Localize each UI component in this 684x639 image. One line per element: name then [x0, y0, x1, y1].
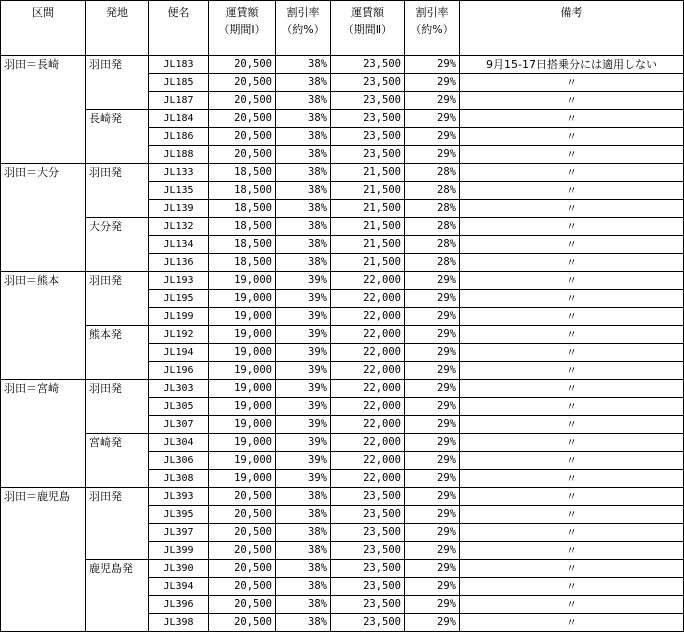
fare-period2-cell: 22,000 — [331, 470, 405, 488]
note-cell: 9月15-17日搭乗分には適用しない — [460, 56, 684, 74]
rate-period2-cell: 29% — [405, 146, 460, 164]
fare-period1-cell: 20,500 — [209, 74, 276, 92]
flight-cell: JL396 — [149, 596, 209, 614]
fare-period1-cell: 18,500 — [209, 200, 276, 218]
rate-period2-cell: 29% — [405, 128, 460, 146]
rate-period1-cell: 38% — [276, 488, 331, 506]
fare-period1-cell: 20,500 — [209, 542, 276, 560]
note-cell: 〃 — [460, 362, 684, 380]
rate-period2-cell: 29% — [405, 398, 460, 416]
rate-period1-cell: 38% — [276, 614, 331, 632]
rate-period2-cell: 29% — [405, 74, 460, 92]
note-cell: 〃 — [460, 380, 684, 398]
rate-period1-cell: 38% — [276, 146, 331, 164]
fare-table-body — [1, 56, 684, 632]
rate-period1-cell: 39% — [276, 452, 331, 470]
rate-period1-cell: 39% — [276, 380, 331, 398]
fare-period1-cell: 20,500 — [209, 524, 276, 542]
flight-cell: JL186 — [149, 128, 209, 146]
fare-period1-cell: 20,500 — [209, 146, 276, 164]
flight-cell: JL393 — [149, 488, 209, 506]
fare-period2-cell: 23,500 — [331, 146, 405, 164]
fare-period2-cell: 22,000 — [331, 272, 405, 290]
fare-period2-cell: 22,000 — [331, 398, 405, 416]
fare-period1-cell: 18,500 — [209, 164, 276, 182]
note-cell: 〃 — [460, 218, 684, 236]
header-section: 区間 — [1, 1, 86, 56]
fare-period2-cell: 21,500 — [331, 254, 405, 272]
rate-period2-cell: 29% — [405, 308, 460, 326]
fare-period1-cell: 19,000 — [209, 272, 276, 290]
fare-period1-cell: 20,500 — [209, 506, 276, 524]
rate-period2-cell: 29% — [405, 272, 460, 290]
flight-cell: JL135 — [149, 182, 209, 200]
note-cell: 〃 — [460, 200, 684, 218]
rate-period1-cell: 38% — [276, 164, 331, 182]
rate-period2-cell: 28% — [405, 254, 460, 272]
header-notes: 備考 — [460, 1, 684, 56]
table-row — [1, 560, 684, 578]
rate-period1-cell: 38% — [276, 128, 331, 146]
rate-period2-cell: 28% — [405, 164, 460, 182]
header-fare-period1: 運賃額 （期間Ⅰ） — [209, 1, 276, 56]
table-row — [1, 434, 684, 452]
fare-period1-cell: 20,500 — [209, 596, 276, 614]
flight-cell: JL394 — [149, 578, 209, 596]
section-cell: 羽田＝長崎 — [1, 56, 86, 164]
fare-period2-cell: 22,000 — [331, 308, 405, 326]
note-cell: 〃 — [460, 344, 684, 362]
flight-cell: JL304 — [149, 434, 209, 452]
note-cell: 〃 — [460, 398, 684, 416]
flight-cell: JL303 — [149, 380, 209, 398]
rate-period2-cell: 29% — [405, 416, 460, 434]
rate-period1-cell: 38% — [276, 596, 331, 614]
note-cell: 〃 — [460, 524, 684, 542]
fare-period2-cell: 21,500 — [331, 218, 405, 236]
origin-cell: 羽田発 — [86, 488, 149, 560]
flight-cell: JL187 — [149, 92, 209, 110]
rate-period2-cell: 29% — [405, 380, 460, 398]
note-cell: 〃 — [460, 542, 684, 560]
note-cell: 〃 — [460, 506, 684, 524]
fare-period2-cell: 23,500 — [331, 614, 405, 632]
header-origin: 発地 — [86, 1, 149, 56]
flight-cell: JL308 — [149, 470, 209, 488]
note-cell: 〃 — [460, 560, 684, 578]
flight-cell: JL306 — [149, 452, 209, 470]
rate-period2-cell: 29% — [405, 542, 460, 560]
rate-period2-cell: 28% — [405, 200, 460, 218]
fare-period1-cell: 20,500 — [209, 56, 276, 74]
rate-period1-cell: 38% — [276, 254, 331, 272]
section-cell: 羽田＝大分 — [1, 164, 86, 272]
origin-cell: 羽田発 — [86, 56, 149, 110]
section-cell: 羽田＝熊本 — [1, 272, 86, 380]
rate-period2-cell: 29% — [405, 596, 460, 614]
rate-period1-cell: 38% — [276, 560, 331, 578]
flight-cell: JL398 — [149, 614, 209, 632]
rate-period2-cell: 29% — [405, 614, 460, 632]
flight-cell: JL185 — [149, 74, 209, 92]
fare-period2-cell: 22,000 — [331, 326, 405, 344]
fare-period1-cell: 20,500 — [209, 614, 276, 632]
rate-period2-cell: 29% — [405, 326, 460, 344]
origin-cell: 熊本発 — [86, 326, 149, 380]
note-cell: 〃 — [460, 110, 684, 128]
rate-period1-cell: 38% — [276, 110, 331, 128]
rate-period2-cell: 29% — [405, 578, 460, 596]
fare-period2-cell: 23,500 — [331, 92, 405, 110]
table-row — [1, 164, 684, 182]
fare-period2-cell: 23,500 — [331, 578, 405, 596]
fare-period1-cell: 20,500 — [209, 560, 276, 578]
fare-period2-cell: 22,000 — [331, 452, 405, 470]
fare-period1-cell: 19,000 — [209, 416, 276, 434]
flight-cell: JL395 — [149, 506, 209, 524]
flight-cell: JL184 — [149, 110, 209, 128]
rate-period2-cell: 29% — [405, 488, 460, 506]
rate-period2-cell: 29% — [405, 56, 460, 74]
rate-period1-cell: 38% — [276, 578, 331, 596]
rate-period2-cell: 28% — [405, 218, 460, 236]
note-cell: 〃 — [460, 308, 684, 326]
flight-cell: JL199 — [149, 308, 209, 326]
fare-period2-cell: 23,500 — [331, 110, 405, 128]
table-row — [1, 110, 684, 128]
fare-period2-cell: 23,500 — [331, 542, 405, 560]
rate-period1-cell: 39% — [276, 434, 331, 452]
rate-period2-cell: 29% — [405, 434, 460, 452]
origin-cell: 宮崎発 — [86, 434, 149, 488]
fare-period2-cell: 23,500 — [331, 560, 405, 578]
fare-period2-cell: 22,000 — [331, 416, 405, 434]
rate-period1-cell: 38% — [276, 200, 331, 218]
rate-period2-cell: 29% — [405, 470, 460, 488]
note-cell: 〃 — [460, 614, 684, 632]
flight-cell: JL136 — [149, 254, 209, 272]
rate-period1-cell: 39% — [276, 272, 331, 290]
fare-period1-cell: 19,000 — [209, 398, 276, 416]
origin-cell: 羽田発 — [86, 380, 149, 434]
fare-period2-cell: 23,500 — [331, 506, 405, 524]
fare-period2-cell: 23,500 — [331, 524, 405, 542]
flight-cell: JL192 — [149, 326, 209, 344]
flight-cell: JL399 — [149, 542, 209, 560]
header-rate-period1: 割引率 （約%） — [276, 1, 331, 56]
rate-period2-cell: 29% — [405, 452, 460, 470]
header-flight: 便名 — [149, 1, 209, 56]
fare-period2-cell: 23,500 — [331, 74, 405, 92]
origin-cell: 羽田発 — [86, 272, 149, 326]
rate-period1-cell: 39% — [276, 362, 331, 380]
flight-cell: JL390 — [149, 560, 209, 578]
flight-cell: JL196 — [149, 362, 209, 380]
fare-period1-cell: 18,500 — [209, 254, 276, 272]
fare-period2-cell: 23,500 — [331, 488, 405, 506]
origin-cell: 長崎発 — [86, 110, 149, 164]
rate-period1-cell: 38% — [276, 56, 331, 74]
note-cell: 〃 — [460, 488, 684, 506]
rate-period1-cell: 38% — [276, 92, 331, 110]
rate-period2-cell: 29% — [405, 524, 460, 542]
note-cell: 〃 — [460, 146, 684, 164]
note-cell: 〃 — [460, 128, 684, 146]
flight-cell: JL193 — [149, 272, 209, 290]
fare-period1-cell: 19,000 — [209, 290, 276, 308]
rate-period1-cell: 38% — [276, 236, 331, 254]
fare-period1-cell: 20,500 — [209, 92, 276, 110]
rate-period2-cell: 29% — [405, 110, 460, 128]
rate-period1-cell: 38% — [276, 74, 331, 92]
rate-period1-cell: 39% — [276, 416, 331, 434]
table-row — [1, 272, 684, 290]
rate-period1-cell: 38% — [276, 542, 331, 560]
table-row — [1, 326, 684, 344]
fare-period1-cell: 18,500 — [209, 182, 276, 200]
fare-period1-cell: 20,500 — [209, 128, 276, 146]
flight-cell: JL397 — [149, 524, 209, 542]
fare-period2-cell: 22,000 — [331, 434, 405, 452]
note-cell: 〃 — [460, 92, 684, 110]
flight-cell: JL139 — [149, 200, 209, 218]
flight-cell: JL195 — [149, 290, 209, 308]
fare-period1-cell: 19,000 — [209, 326, 276, 344]
fare-period1-cell: 19,000 — [209, 470, 276, 488]
fare-period1-cell: 19,000 — [209, 380, 276, 398]
fare-period1-cell: 20,500 — [209, 488, 276, 506]
rate-period1-cell: 38% — [276, 524, 331, 542]
flight-cell: JL194 — [149, 344, 209, 362]
section-cell: 羽田＝鹿児島 — [1, 488, 86, 632]
rate-period1-cell: 38% — [276, 218, 331, 236]
note-cell: 〃 — [460, 164, 684, 182]
rate-period1-cell: 39% — [276, 290, 331, 308]
rate-period2-cell: 29% — [405, 560, 460, 578]
fare-period2-cell: 21,500 — [331, 164, 405, 182]
note-cell: 〃 — [460, 74, 684, 92]
rate-period1-cell: 39% — [276, 344, 331, 362]
rate-period1-cell: 39% — [276, 398, 331, 416]
fare-period2-cell: 21,500 — [331, 182, 405, 200]
note-cell: 〃 — [460, 578, 684, 596]
flight-cell: JL132 — [149, 218, 209, 236]
fare-period2-cell: 21,500 — [331, 200, 405, 218]
section-cell: 羽田＝宮崎 — [1, 380, 86, 488]
note-cell: 〃 — [460, 416, 684, 434]
rate-period1-cell: 39% — [276, 470, 331, 488]
note-cell: 〃 — [460, 452, 684, 470]
flight-cell: JL133 — [149, 164, 209, 182]
flight-cell: JL183 — [149, 56, 209, 74]
flight-cell: JL305 — [149, 398, 209, 416]
table-row — [1, 380, 684, 398]
header-fare-period2: 運賃額 （期間Ⅱ） — [331, 1, 405, 56]
header-row — [1, 1, 684, 56]
rate-period2-cell: 28% — [405, 236, 460, 254]
table-row — [1, 488, 684, 506]
note-cell: 〃 — [460, 434, 684, 452]
note-cell: 〃 — [460, 596, 684, 614]
origin-cell: 羽田発 — [86, 164, 149, 218]
fare-period1-cell: 18,500 — [209, 236, 276, 254]
fare-period2-cell: 23,500 — [331, 596, 405, 614]
fare-period2-cell: 22,000 — [331, 380, 405, 398]
note-cell: 〃 — [460, 236, 684, 254]
note-cell: 〃 — [460, 290, 684, 308]
rate-period2-cell: 29% — [405, 344, 460, 362]
fare-period1-cell: 20,500 — [209, 578, 276, 596]
fare-period1-cell: 19,000 — [209, 452, 276, 470]
fare-period2-cell: 23,500 — [331, 56, 405, 74]
note-cell: 〃 — [460, 254, 684, 272]
fare-period2-cell: 22,000 — [331, 344, 405, 362]
table-row — [1, 218, 684, 236]
fare-period1-cell: 19,000 — [209, 434, 276, 452]
flight-cell: JL307 — [149, 416, 209, 434]
note-cell: 〃 — [460, 182, 684, 200]
fare-period1-cell: 19,000 — [209, 344, 276, 362]
fare-period2-cell: 21,500 — [331, 236, 405, 254]
rate-period2-cell: 29% — [405, 290, 460, 308]
note-cell: 〃 — [460, 326, 684, 344]
fare-period1-cell: 19,000 — [209, 362, 276, 380]
rate-period1-cell: 38% — [276, 182, 331, 200]
header-rate-period2: 割引率 （約%） — [405, 1, 460, 56]
fare-period2-cell: 22,000 — [331, 290, 405, 308]
origin-cell: 鹿児島発 — [86, 560, 149, 632]
fare-period1-cell: 18,500 — [209, 218, 276, 236]
rate-period2-cell: 29% — [405, 362, 460, 380]
fare-period1-cell: 20,500 — [209, 110, 276, 128]
fare-period2-cell: 23,500 — [331, 128, 405, 146]
origin-cell: 大分発 — [86, 218, 149, 272]
note-cell: 〃 — [460, 470, 684, 488]
table-row — [1, 56, 684, 74]
rate-period1-cell: 39% — [276, 308, 331, 326]
flight-cell: JL188 — [149, 146, 209, 164]
rate-period1-cell: 38% — [276, 506, 331, 524]
note-cell: 〃 — [460, 272, 684, 290]
fare-period1-cell: 19,000 — [209, 308, 276, 326]
rate-period2-cell: 29% — [405, 92, 460, 110]
flight-cell: JL134 — [149, 236, 209, 254]
fare-period2-cell: 22,000 — [331, 362, 405, 380]
rate-period1-cell: 39% — [276, 326, 331, 344]
rate-period2-cell: 29% — [405, 506, 460, 524]
rate-period2-cell: 28% — [405, 182, 460, 200]
